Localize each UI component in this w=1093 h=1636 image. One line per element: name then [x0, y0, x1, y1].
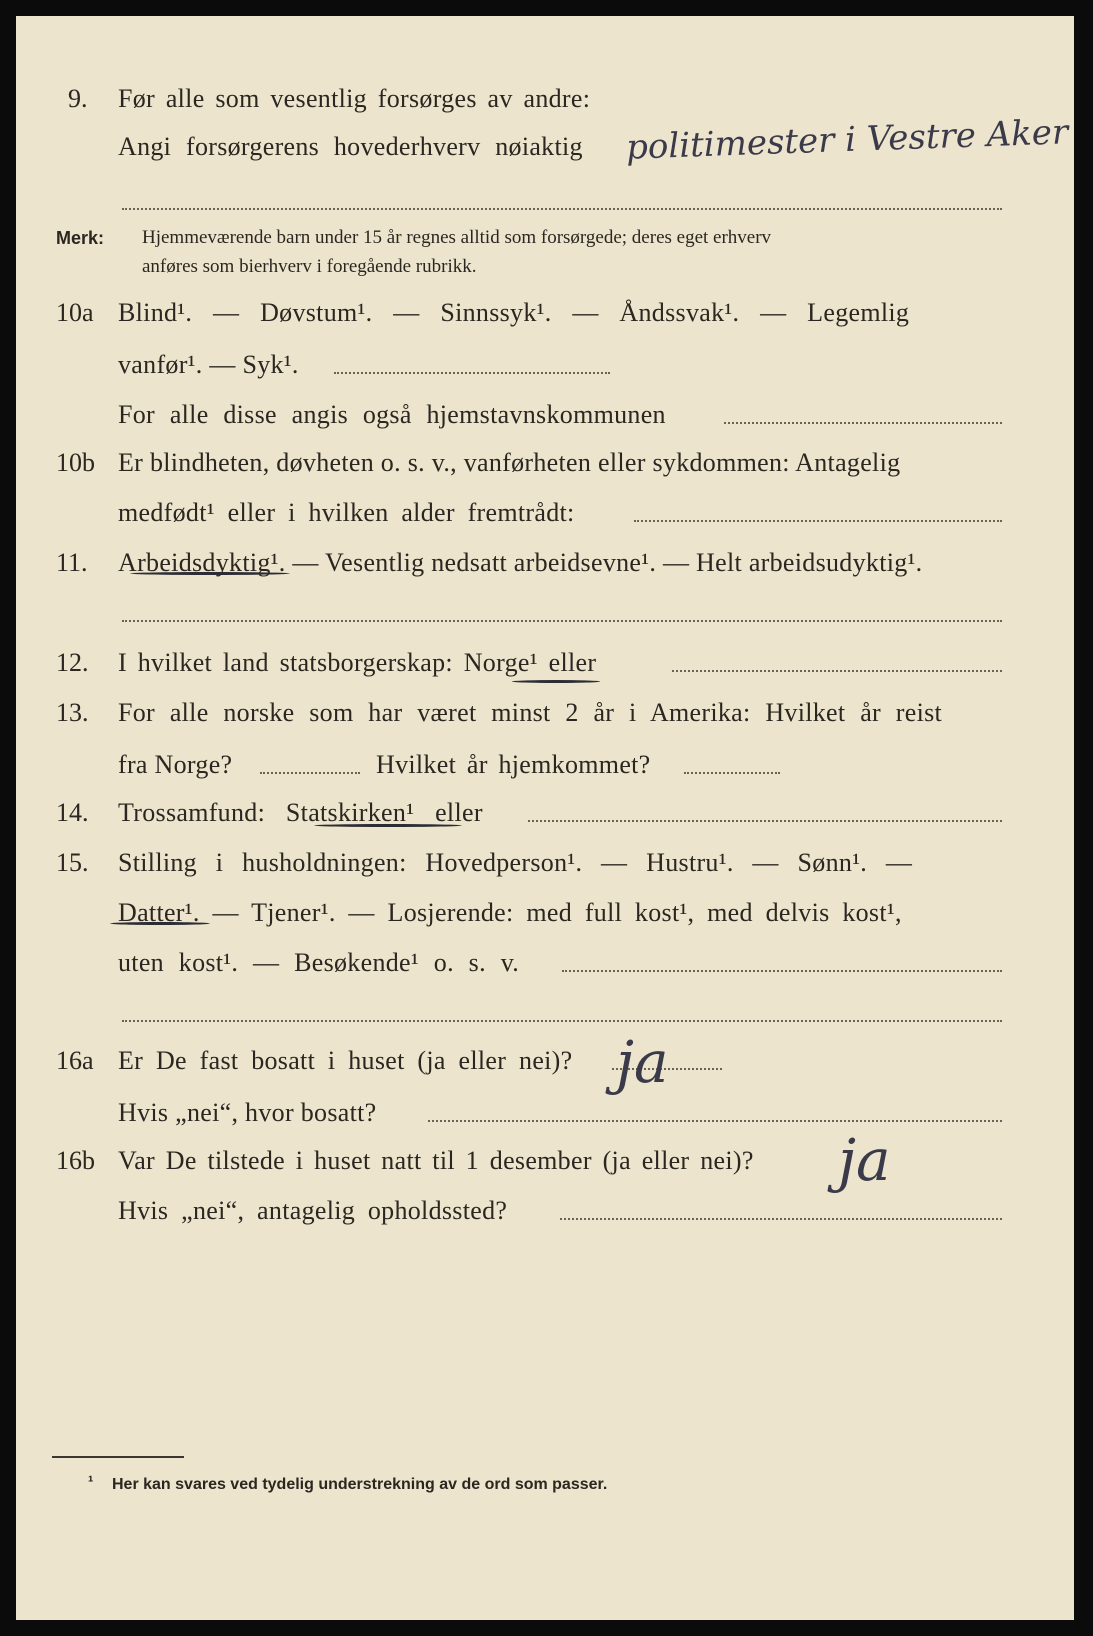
q11-handwritten-underline [130, 572, 290, 575]
q9-handwritten-answer[interactable]: politimester i Vestre Aker [625, 112, 1069, 168]
q13-line1: For alle norske som har været minst 2 år i Amerika: Hvilket år reist [118, 698, 943, 727]
q13-line2a: fra Norge? [118, 750, 233, 779]
q11-number: 11. [56, 548, 88, 577]
q10a-line2: vanfør¹. — Syk¹. [118, 350, 299, 379]
q15-household-position-field[interactable] [562, 970, 1002, 972]
merk-label: Merk: [56, 228, 105, 248]
q10a-line1: Blind¹. — Døvstum¹. — Sinnssyk¹. — Åndssvak¹. — Legemlig [118, 298, 910, 327]
q16b-line2: Hvis „nei“, antagelig opholdssted? [118, 1196, 508, 1225]
q12-number: 12. [56, 648, 89, 677]
q13-line2b: Hvilket år hjemkommet? [376, 750, 651, 779]
merk-line2: anføres som bierhverv i foregående rubrikk. [142, 256, 477, 277]
q16b-handwritten-answer[interactable]: ja [838, 1126, 891, 1194]
footnote-text: Her kan svares ved tydelig understrekning av de ord som passer. [112, 1476, 608, 1493]
q16a-line2: Hvis „nei“, hvor bosatt? [118, 1098, 377, 1127]
q14-religion-field[interactable] [528, 820, 1002, 822]
q13-number: 13. [56, 698, 89, 727]
q9-line1: Før alle som vesentlig forsørges av andre: [118, 84, 591, 113]
q10a-sick-answer-field[interactable] [334, 372, 610, 374]
q10a-number: 10a [56, 298, 94, 327]
q10b-line1: Er blindheten, døvheten o. s. v., vanførheten eller sykdommen: Antagelig [118, 448, 901, 477]
q14-handwritten-underline [314, 824, 462, 827]
q9-number: 9. [68, 84, 88, 113]
q14-number: 14. [56, 798, 89, 827]
q15-line1: Stilling i husholdningen: Hovedperson¹. — Hustru¹. — Sønn¹. — [118, 848, 913, 877]
q14-line1: Trossamfund: Statskirken¹ eller [118, 798, 483, 827]
q11-line1: Arbeidsdyktig¹. — Vesentlig nedsatt arbeidsevne¹. — Helt arbeidsudyktig¹. [118, 548, 923, 577]
q12-handwritten-underline [512, 680, 600, 683]
q16b-whereabouts-field[interactable] [560, 1218, 1002, 1220]
q15-number: 15. [56, 848, 89, 877]
census-form-page [16, 16, 1074, 1620]
q16a-residence-field[interactable] [428, 1120, 1002, 1122]
q16a-handwritten-answer[interactable]: ja [616, 1028, 669, 1096]
q11-answer-rule [122, 620, 1002, 622]
q10a-line3: For alle disse angis også hjemstavnskommunen [118, 400, 666, 429]
merk-line1: Hjemmeværende barn under 15 år regnes alltid som forsørgede; deres eget erhverv [142, 227, 772, 248]
q10a-home-municipality-field[interactable] [724, 422, 1002, 424]
q9-line2: Angi forsørgerens hovederhverv nøiaktig [118, 132, 583, 161]
q16a-line1: Er De fast bosatt i huset (ja eller nei)? [118, 1046, 573, 1075]
q16b-number: 16b [56, 1146, 95, 1175]
q10b-number: 10b [56, 448, 95, 477]
q9-answer-rule [122, 208, 1002, 210]
q10b-line2: medfødt¹ eller i hvilken alder fremtrådt: [118, 498, 575, 527]
q15-line2: Datter¹. — Tjener¹. — Losjerende: med full kost¹, med delvis kost¹, [118, 898, 902, 927]
q13-return-year-field[interactable] [684, 772, 780, 774]
q15-answer-rule [122, 1020, 1002, 1022]
q10b-age-field[interactable] [634, 520, 1002, 522]
footnote-rule [52, 1456, 184, 1458]
q15-handwritten-underline [110, 922, 210, 925]
q16a-number: 16a [56, 1046, 94, 1075]
footnote-mark: ¹ [88, 1474, 94, 1491]
q12-line1: I hvilket land statsborgerskap: Norge¹ eller [118, 648, 597, 677]
q13-departure-year-field[interactable] [260, 772, 360, 774]
q16b-line1: Var De tilstede i huset natt til 1 desember (ja eller nei)? [118, 1146, 754, 1175]
q15-line3: uten kost¹. — Besøkende¹ o. s. v. [118, 948, 520, 977]
q12-citizenship-field[interactable] [672, 670, 1002, 672]
